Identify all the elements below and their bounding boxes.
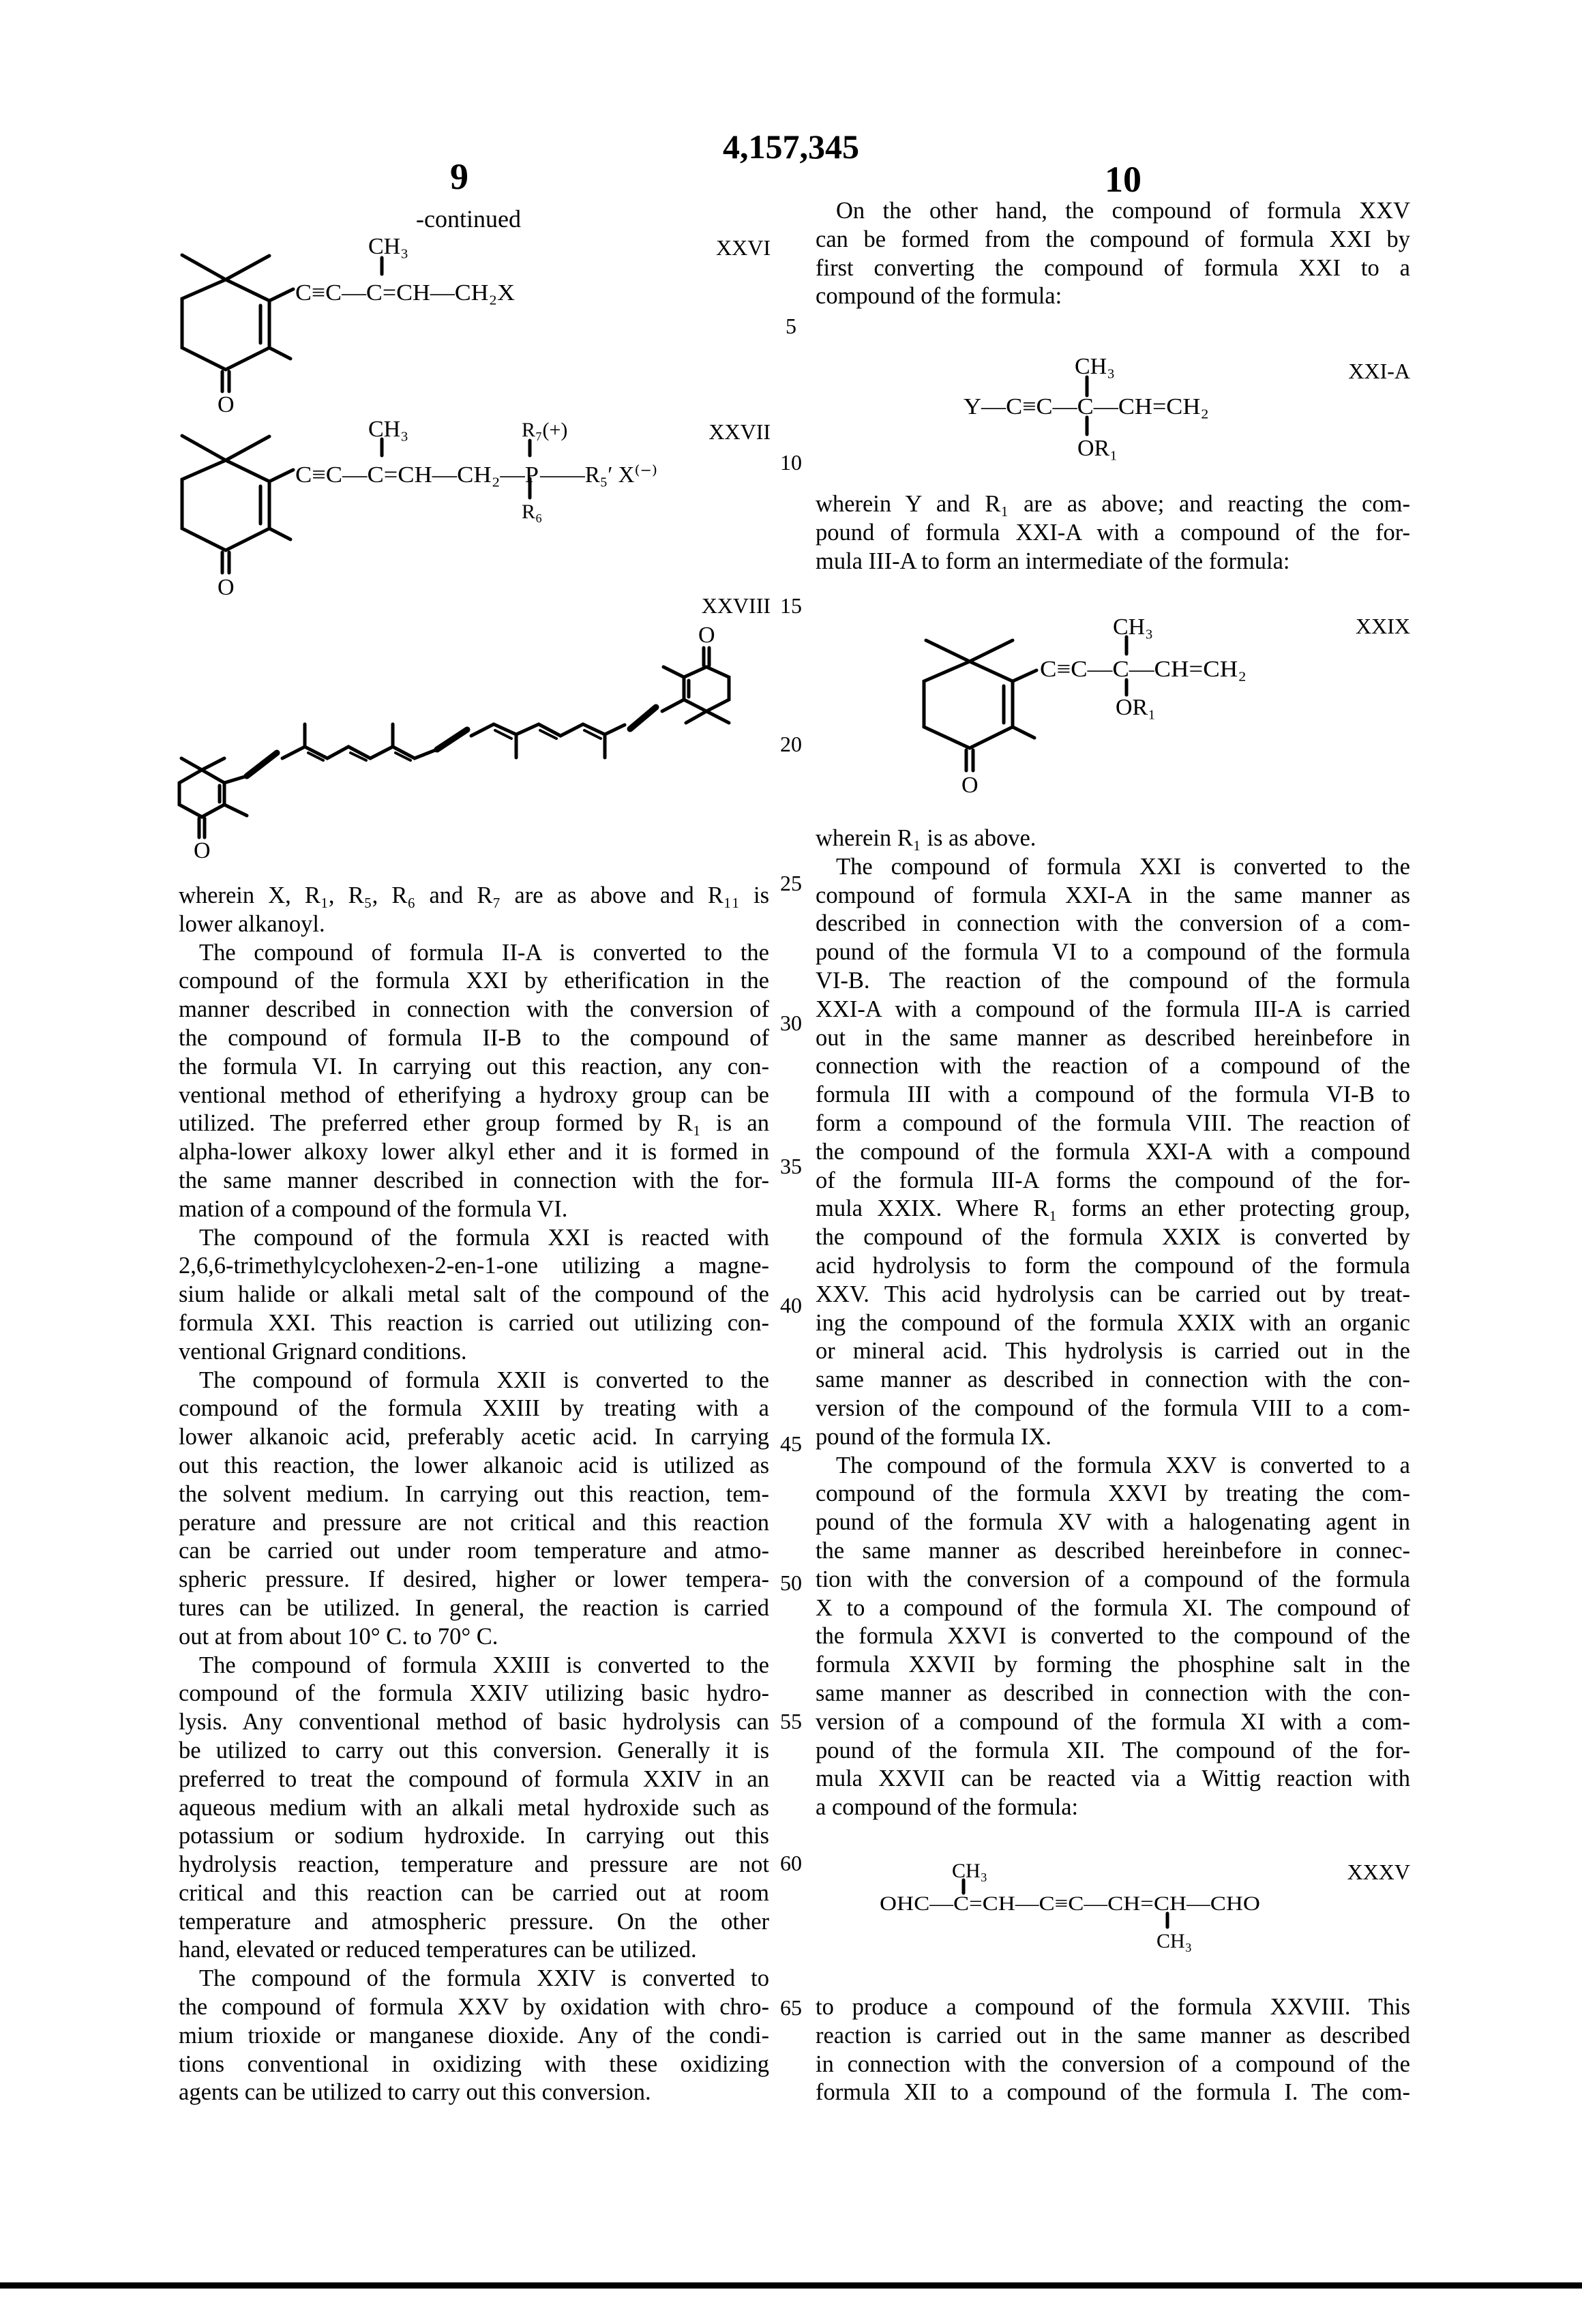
text-line: version of a compound of the formula XI with a com- [816,1708,1410,1737]
patent-number: 4,157,345 [0,127,1582,166]
line-number: 30 [771,1011,811,1036]
text-line: VI-B. The reaction of the compound of the formula [816,967,1410,996]
text-line: spheric pressure. If desired, higher or lower tempera- [179,1566,769,1594]
xxix-chain: C≡C—C—CH=CH₂ [1040,657,1247,682]
text-line: XXI-A with a compound of the formula III-A is carried [816,996,1410,1024]
text-line: can be carried out under room temperature and atmo- [179,1537,769,1566]
text-line: to produce a compound of the formula XXVIII. This [816,1993,1410,2022]
text-line: alpha-lower alkoxy lower alkyl ether and it is formed in [179,1138,769,1167]
page-number-left: 9 [450,155,468,198]
text-line: pound of the formula XV with a halogenating agent in [816,1508,1410,1537]
xxvii-oxygen: O [218,575,235,600]
text-line: tion with the conversion of a compound of the formula [816,1566,1410,1594]
text-line: manner described in connection with the conversion of [179,996,769,1024]
line-number: 10 [771,450,811,475]
text-line: the formula XXVI is converted to the compound of the [816,1622,1410,1651]
xxviii-oxygen-left: O [194,838,211,863]
text-line: same manner as described in connection with the con- [816,1680,1410,1708]
text-line: tures can be utilized. In general, the reaction is carried [179,1594,769,1623]
xxxv-ch3-top: CH₃ [952,1860,987,1882]
text-line: compound of the formula XXIV utilizing basic hydro- [179,1680,769,1708]
text-line: formula XII to a compound of the formula I. The com- [816,2079,1410,2107]
line-number: 55 [771,1709,811,1734]
text-line: critical and this reaction can be carried out at room [179,1879,769,1908]
xxxv-ch3-bottom: CH₃ [1156,1930,1192,1952]
text-line: out at from about 10° C. to 70° C. [179,1623,769,1652]
xxvii-r6: R₆ [522,501,542,523]
structure-xxvi-ring [182,255,382,391]
text-line: form a compound of the formula VIII. The reaction of [816,1109,1410,1138]
formula-label-xxvii: XXVII [634,419,771,445]
text-line: compound of the formula XXI by etherification in the [179,967,769,996]
text-line: pound of the formula IX. [816,1423,1410,1452]
xxvi-chain: C≡C—C=CH—CH₂X [295,280,515,306]
chemical-structures [0,0,1582,2324]
text-line: out this reaction, the lower alkanoic acid is utilized as [179,1452,769,1480]
xxvi-ch3: CH₃ [368,234,408,259]
text-line: same manner as described in connection with the con- [816,1366,1410,1395]
text-line: acid hydrolysis to form the compound of the formula [816,1252,1410,1281]
text-line: the same manner as described hereinbefore in connec- [816,1537,1410,1566]
text-line: lower alkanoic acid, preferably acetic acid. In carrying [179,1423,769,1452]
text-line: of the formula III-A forms the compound of the for- [816,1167,1410,1195]
xxvii-r7: R₇(+) [522,419,567,441]
text-line: potassium or sodium hydroxide. In carrying out this [179,1822,769,1851]
formula-label-xxvi: XXVI [634,235,771,260]
text-line: The compound of formula XXI is converted to the [816,853,1410,882]
text-line: perature and pressure are not critical and this reaction [179,1509,769,1538]
text-line: described in connection with the conversion of a com- [816,910,1410,938]
text-line: pound of the formula VI to a compound of the formula [816,938,1410,967]
text-line: The compound of the formula XXI is reacted with [179,1224,769,1253]
xxix-oxygen: O [961,773,979,798]
text-line: preferred to treat the compound of formula XXIV in an [179,1766,769,1794]
line-number: 60 [771,1851,811,1876]
text-line: the compound of the formula XXI-A with a compound [816,1138,1410,1167]
text-line: sium halide or alkali metal salt of the compound of the [179,1281,769,1309]
text-line: mation of a compound of the formula VI. [179,1195,769,1224]
text-line: the same manner described in connection with the for- [179,1167,769,1195]
text-line: mium trioxide or manganese dioxide. Any of the condi- [179,2022,769,2051]
text-line: formula III with a compound of the formula VI-B to [816,1081,1410,1109]
xxvii-ch3: CH₃ [368,417,408,442]
text-line: The compound of formula XXII is converted to the [179,1367,769,1395]
text-line: compound of formula XXI-A in the same manner as [816,882,1410,910]
text-line: the compound of the formula XXIX is converted by [816,1223,1410,1252]
xxi-a-ch3: CH₃ [1075,354,1115,379]
xxix-or1: OR₁ [1116,695,1156,720]
line-number: 20 [771,732,811,757]
formula-label-xxix: XXIX [1274,614,1410,639]
text-line: or mineral acid. This hydrolysis is carried out in the [816,1337,1410,1366]
xxvii-r5-anion: ——R₅′ X⁽⁻⁾ [539,462,657,488]
text-line: be utilized to carry out this conversion. Generally it is [179,1737,769,1766]
line-number: 5 [771,314,811,339]
text-line: The compound of formula II-A is converted to the [179,939,769,968]
text-line: X to a compound of the formula XI. The compound of [816,1594,1410,1623]
xxix-ch3: CH₃ [1113,614,1153,640]
text-line: lysis. Any conventional method of basic hydrolysis can [179,1708,769,1737]
text-line: formula XXI. This reaction is carried out utilizing con- [179,1309,769,1338]
text-line: The compound of formula XXIII is converted to the [179,1652,769,1680]
xxvi-oxygen: O [218,392,235,417]
text-line: the formula VI. In carrying out this reaction, any con- [179,1053,769,1082]
text-line: pound of formula XXI-A with a compound of the for- [816,519,1410,548]
text-line: the compound of formula II-B to the compound of [179,1024,769,1053]
text-line: utilized. The preferred ether group formed by R₁ is an [179,1109,769,1138]
line-number: 15 [771,593,811,619]
text-line: mula III-A to form an intermediate of the formula: [816,548,1410,576]
text-line: wherein X, R₁, R₅, R₆ and R₇ are as above and R₁₁ is [179,882,769,910]
text-line: connection with the reaction of a compound of the [816,1052,1410,1081]
xxvii-chain: C≡C—C=CH—CH₂—P [295,462,539,488]
text-line: The compound of the formula XXV is converted to a [816,1452,1410,1480]
text-line: formula XXVII by forming the phosphine salt in the [816,1651,1410,1680]
text-line: the solvent medium. In carrying out this reaction, tem- [179,1480,769,1509]
text-line: mula XXIX. Where R₁ forms an ether protecting group, [816,1195,1410,1223]
xxxv-chain: OHC—C=CH—C≡C—CH=CH—CHO [880,1892,1260,1915]
line-number: 65 [771,1995,811,2021]
text-line: 2,6,6-trimethylcyclohexen-2-en-1-one utilizing a magne- [179,1252,769,1281]
text-line: the compound of formula XXV by oxidation with chro- [179,1993,769,2022]
text-line: compound of the formula XXVI by treating the com- [816,1480,1410,1508]
text-line: hydrolysis reaction, temperature and pressure are not [179,1851,769,1879]
text-line: ing the compound of the formula XXIX with an organic [816,1309,1410,1338]
text-line: aqueous medium with an alkali metal hydroxide such as [179,1794,769,1823]
text-line: wherein R₁ is as above. [816,824,1410,853]
formula-label-xxviii: XXVIII [634,593,771,619]
structure-xxviii [179,648,729,837]
structure-xxvii-ring [182,436,530,573]
line-number: 25 [771,871,811,896]
text-line: hand, elevated or reduced temperatures can be utilized. [179,1936,769,1965]
line-number: 35 [771,1154,811,1179]
text-line: first converting the compound of formula XXI to a [816,254,1410,283]
page-number-right: 10 [1105,158,1141,200]
text-line: compound of the formula XXIII by treating with a [179,1395,769,1423]
text-line: compound of the formula: [816,282,1410,311]
text-line: ventional method of etherifying a hydroxy group can be [179,1082,769,1110]
formula-label-xxxv: XXXV [1274,1860,1410,1885]
text-line: mula XXVII can be reacted via a Wittig reaction with [816,1765,1410,1793]
text-line: tions conventional in oxidizing with these oxidizing [179,2051,769,2079]
line-number: 50 [771,1570,811,1596]
line-number: 40 [771,1293,811,1318]
line-number: 45 [771,1431,811,1457]
continued-label: -continued [416,205,521,233]
text-line: a compound of the formula: [816,1793,1410,1822]
xxi-a-or1: OR₁ [1077,436,1118,461]
text-line: agents can be utilized to carry out this conversion. [179,2079,769,2107]
text-line: reaction is carried out in the same manner as described [816,2022,1410,2051]
xxi-a-chain: Y—C≡C—C—CH=CH₂ [964,394,1209,419]
text-line: The compound of the formula XXIV is converted to [179,1965,769,1993]
text-line: XXV. This acid hydrolysis can be carried out by treat- [816,1281,1410,1309]
text-line: in connection with the conversion of a compound of the [816,2051,1410,2079]
text-line: out in the same manner as described hereinbefore in [816,1024,1410,1053]
text-line: version of the compound of the formula VIII to a com- [816,1395,1410,1423]
text-line: ventional Grignard conditions. [179,1338,769,1367]
text-line: lower alkanoyl. [179,910,769,939]
text-line: On the other hand, the compound of formula XXV [816,197,1410,226]
xxviii-oxygen-right: O [698,623,715,648]
text-line: wherein Y and R₁ are as above; and reacting the com- [816,490,1410,519]
bottom-rule [0,2282,1582,2289]
text-line: pound of the formula XII. The compound of the for- [816,1737,1410,1766]
text-line: can be formed from the compound of formula XXI by [816,226,1410,254]
formula-label-xxi-a: XXI-A [1274,359,1410,384]
text-line: temperature and atmospheric pressure. On the other [179,1908,769,1937]
